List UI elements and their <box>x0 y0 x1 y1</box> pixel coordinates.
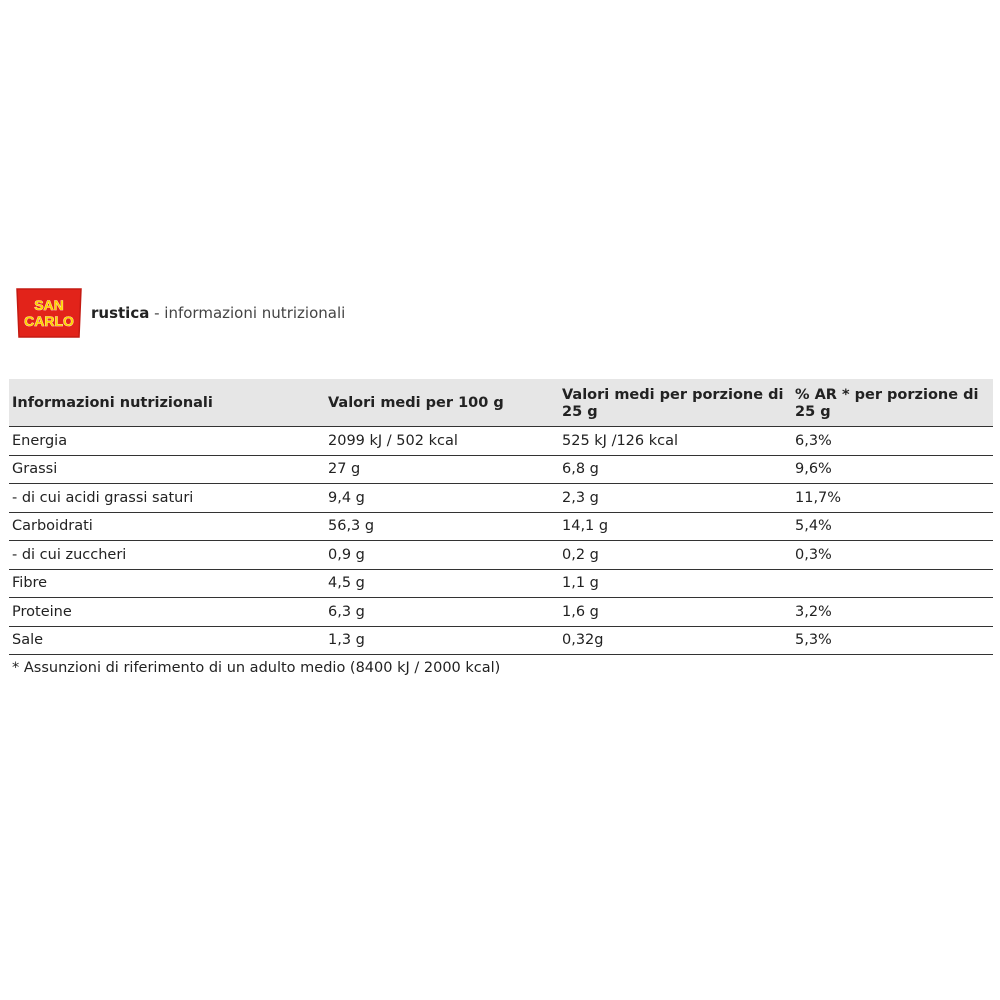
page-subtitle: informazioni nutrizionali <box>164 304 346 322</box>
table-row <box>9 484 993 513</box>
column-header-per-portion: Valori medi per porzione di 25 g <box>559 379 792 427</box>
table-row <box>9 427 993 456</box>
reference-intake-percent <box>792 569 993 598</box>
logo-text-line1: SAN <box>34 297 64 313</box>
reference-intake-percent: 0,3% <box>792 541 993 570</box>
value-per-portion: 6,8 g <box>559 455 792 484</box>
value-per-portion: 1,6 g <box>559 598 792 627</box>
table-row <box>9 541 993 570</box>
value-per-100g: 1,3 g <box>325 626 559 655</box>
value-per-100g: 4,5 g <box>325 569 559 598</box>
value-per-100g: 2099 kJ / 502 kcal <box>325 427 559 456</box>
product-name: rustica <box>91 304 150 322</box>
table-row <box>9 569 993 598</box>
table-row <box>9 598 993 627</box>
reference-intake-percent: 6,3% <box>792 427 993 456</box>
nutrient-name: - di cui zuccheri <box>9 541 325 570</box>
table-row <box>9 455 993 484</box>
reference-intake-footnote: * Assunzioni di riferimento di un adulto medio (8400 kJ / 2000 kcal) <box>12 660 501 676</box>
table-row <box>9 626 993 655</box>
reference-intake-percent: 9,6% <box>792 455 993 484</box>
value-per-100g: 9,4 g <box>325 484 559 513</box>
san-carlo-logo-graphic <box>15 287 83 339</box>
reference-intake-percent: 5,4% <box>792 512 993 541</box>
column-header-reference-intake: % AR * per porzione di 25 g <box>792 379 993 427</box>
value-per-100g: 27 g <box>325 455 559 484</box>
value-per-portion: 2,3 g <box>559 484 792 513</box>
value-per-portion: 525 kJ /126 kcal <box>559 427 792 456</box>
reference-intake-percent: 11,7% <box>792 484 993 513</box>
nutrient-name: Sale <box>9 626 325 655</box>
nutrient-name: Energia <box>9 427 325 456</box>
reference-intake-percent: 5,3% <box>792 626 993 655</box>
nutrition-table <box>9 379 993 655</box>
nutrient-name: Fibre <box>9 569 325 598</box>
value-per-portion: 0,2 g <box>559 541 792 570</box>
title-separator: - <box>149 304 165 322</box>
page-title <box>91 304 345 322</box>
value-per-portion: 1,1 g <box>559 569 792 598</box>
nutrient-name: - di cui acidi grassi saturi <box>9 484 325 513</box>
logo-text-line2: CARLO <box>24 313 74 329</box>
value-per-portion: 0,32g <box>559 626 792 655</box>
table-row <box>9 512 993 541</box>
nutrient-name: Carboidrati <box>9 512 325 541</box>
value-per-portion: 14,1 g <box>559 512 792 541</box>
san-carlo-logo <box>15 287 83 339</box>
column-header-nutrient: Informazioni nutrizionali <box>9 379 325 427</box>
table-header-row <box>9 379 993 427</box>
value-per-100g: 56,3 g <box>325 512 559 541</box>
nutrition-table-container <box>9 379 993 676</box>
nutrient-name: Proteine <box>9 598 325 627</box>
column-header-per-100g: Valori medi per 100 g <box>325 379 559 427</box>
page-header <box>15 286 345 340</box>
value-per-100g: 6,3 g <box>325 598 559 627</box>
nutrient-name: Grassi <box>9 455 325 484</box>
value-per-100g: 0,9 g <box>325 541 559 570</box>
reference-intake-percent: 3,2% <box>792 598 993 627</box>
